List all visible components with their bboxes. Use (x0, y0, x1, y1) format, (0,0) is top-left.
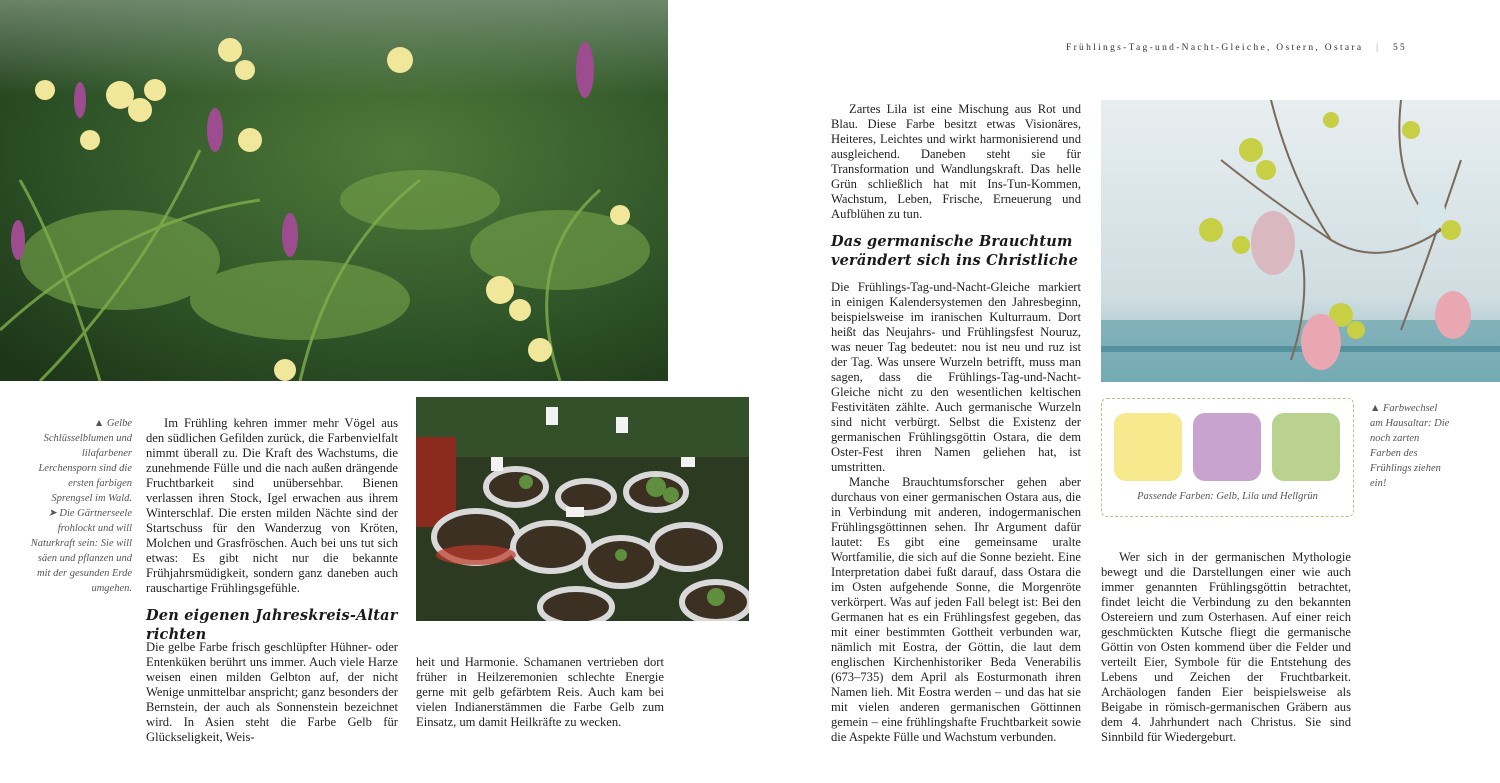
flower-photo (0, 0, 668, 381)
running-title: Frühlings-Tag-und-Nacht-Gleiche, Ostern, Ostara (1066, 43, 1364, 53)
far-right-column (1101, 550, 1351, 745)
left-paragraph-2: Die gelbe Farbe frisch geschlüpfter Hühner- oder Entenküken berührt uns immer. Auch viele Harze weisen einen milden Gelbton auf, der nicht Wenige unmittelbar anspricht; ganz besonders der Bernstein, der auch als Sonnenstein bezeichnet wird. In Asien steht die Farbe Gelb für Glückseligkeit, Weis- (146, 640, 398, 744)
right-paragraph-3: Manche Brauchtumsforscher gehen aber durchaus von einer germanischen Ostara aus, die in Verbindung mit anderen, indogermanischen Frühlingsgöttinnen sehen. Ihr Argument dafür lautet: Es gibt eine gemeinsame uralte Wortfamilie, die sich auf die Sonne bezieht. Eine Interpretation dabei fußt darauf, dass Ostara die im Osten aufgehende Sonne, die Morgenröte verkörpert. Was auf jeden Fall belegt ist: Bei den Germanen hat es ein Frühlingsfest gegeben, das mit einer bestimmten Gottheit verbunden war, nämlich mit Eostra, der Göttin, die laut dem englischen Kirchenhistoriker Beda Venerabilis (673–735) dem April als Eosturmonath ihren Namen lieh. Mit Eostra werden – und das hat sie mit vielen anderen germanischen Göttinnen gemein – eine frühlingshafte Fruchtbarkeit sowie die Aspekte Fülle und Wachstum verbunden. (831, 475, 1081, 744)
right-paragraph-1: Zartes Lila ist eine Mischung aus Rot und Blau. Diese Farbe besitzt etwas Visionäres, Heiteres, Leichtes und wirkt harmonisierend und ausgleichend. Daneben steht sie für Transformation und Wandlungskraft. Das helle Grün schließlich hat mit Ins-Tun-Kommen, Wachstum, Leben, Frische, Erneuerung und Aufblühen zu tun. (831, 102, 1081, 221)
seedling-pots-photo (416, 397, 749, 621)
heading-altar: Den eigenen Jahreskreis-Altar richten (146, 607, 398, 643)
page-number: 55 (1392, 43, 1408, 53)
easter-branch-photo (1101, 100, 1500, 382)
left-paragraph-1: Im Frühling kehren immer mehr Vögel aus den südlichen Gefilden zurück, die Farbenvielfalt nimmt überall zu. Die Kraft des Wachstums, die zunehmende Fülle und die nach außen drängende Fruchtbarkeit sind unübersehbar. Bienen verlassen ihren Stock, Igel erwachen aus ihrem Winterschlaf. Die ersten milden Nächte sind der Startschuss für den Wanderzug von Kröten, Molchen und Grasfröschen. Auch bei uns tut sich etwas: Es gibt nicht nur die bekannte Frühjahrsmüdigkeit, sondern ganz daneben auch rauschartige Frühlingsgefühle. (146, 416, 398, 595)
caption-altar: ▲ Farbwechsel am Hausaltar: Die noch zarten Farben des Frühlings ziehen ein! (1370, 403, 1450, 489)
mid-column (416, 655, 664, 730)
heading-brauchtum: Das germanische Brauchtum verändert sich ins Christliche (831, 233, 1079, 269)
color-swatches-box (1101, 398, 1354, 517)
header-separator: | (1376, 43, 1381, 53)
swatch-lilac (1193, 413, 1261, 481)
caption-primroses: ▲ Gelbe Schlüsselblumen und lilafarbener Lerchensporn sind die ersten farbigen Sprengsel im Wald. (38, 418, 132, 504)
swatch-light-green (1272, 413, 1340, 481)
right-column (831, 102, 1081, 222)
running-header (1066, 43, 1486, 53)
left-column-2 (146, 640, 398, 745)
mid-paragraph: heit und Harmonie. Schamanen vertrieben dort früher in Heilzeremonien schlechte Energie gerne mit gelb gefärbtem Reis. Auch kam bei vielen Indianerstämmen die Farbe Gelb zum Einsatz, um damit Heilkräfte zu wecken. (416, 655, 664, 729)
swatch-yellow (1114, 413, 1182, 481)
right-column-2 (831, 280, 1081, 745)
right-paragraph-2: Die Frühlings-Tag-und-Nacht-Gleiche markiert in einigen Kalendersystemen den Jahresbeginn, beispielsweise im iranischen Kulturraum. Dort heißt das Neujahrs- und Frühlingsfest Nouruz, was neuer Tag bedeutet: nou ist neu und ruz ist der Tag. Was unsere Wurzeln betrifft, muss man sagen, dass die Frühlings-Tag-und-Nacht-Gleiche nicht zu den wesentlichen keltischen Festivitäten zählte. Auch germanische Wurzeln sind nicht verbürgt. Selbst die Existenz der germanischen Frühlingsgöttin Ostara, die dem Oster-Fest ihren Namen geliehen hat, ist umstritten. (831, 280, 1081, 474)
caption-gardener: ➤ Die Gärtnerseele frohlockt und will Naturkraft sein: Sie will säen und pflanzen und mit der gesunden Erde umgehen. (30, 508, 132, 594)
swatches-caption: Passende Farben: Gelb, Lila und Hellgrün (1137, 491, 1318, 502)
far-right-paragraph: Wer sich in der germanischen Mythologie bewegt und die Darstellungen einer wie auch immer genannten Frühlingsgöttin betrachtet, findet leicht die Verbindung zu den bekannten Ostereiern und zum Osterhasen. Auf einer reich geschmückten Kutsche fliegt die germanische Göttin von Osten kommend über die Felder und verteilt Eier, Symbole für die Entstehung des Lebens und Zeichen der Fruchtbarkeit. Archäologen fanden Eier beispielsweise als Beigabe in römisch-germanischen Gräbern aus dem 4. Jahrhundert nach Christus. Sie sind Sinnbild für Wiedergeburt. (1101, 550, 1351, 744)
left-column (146, 416, 398, 596)
